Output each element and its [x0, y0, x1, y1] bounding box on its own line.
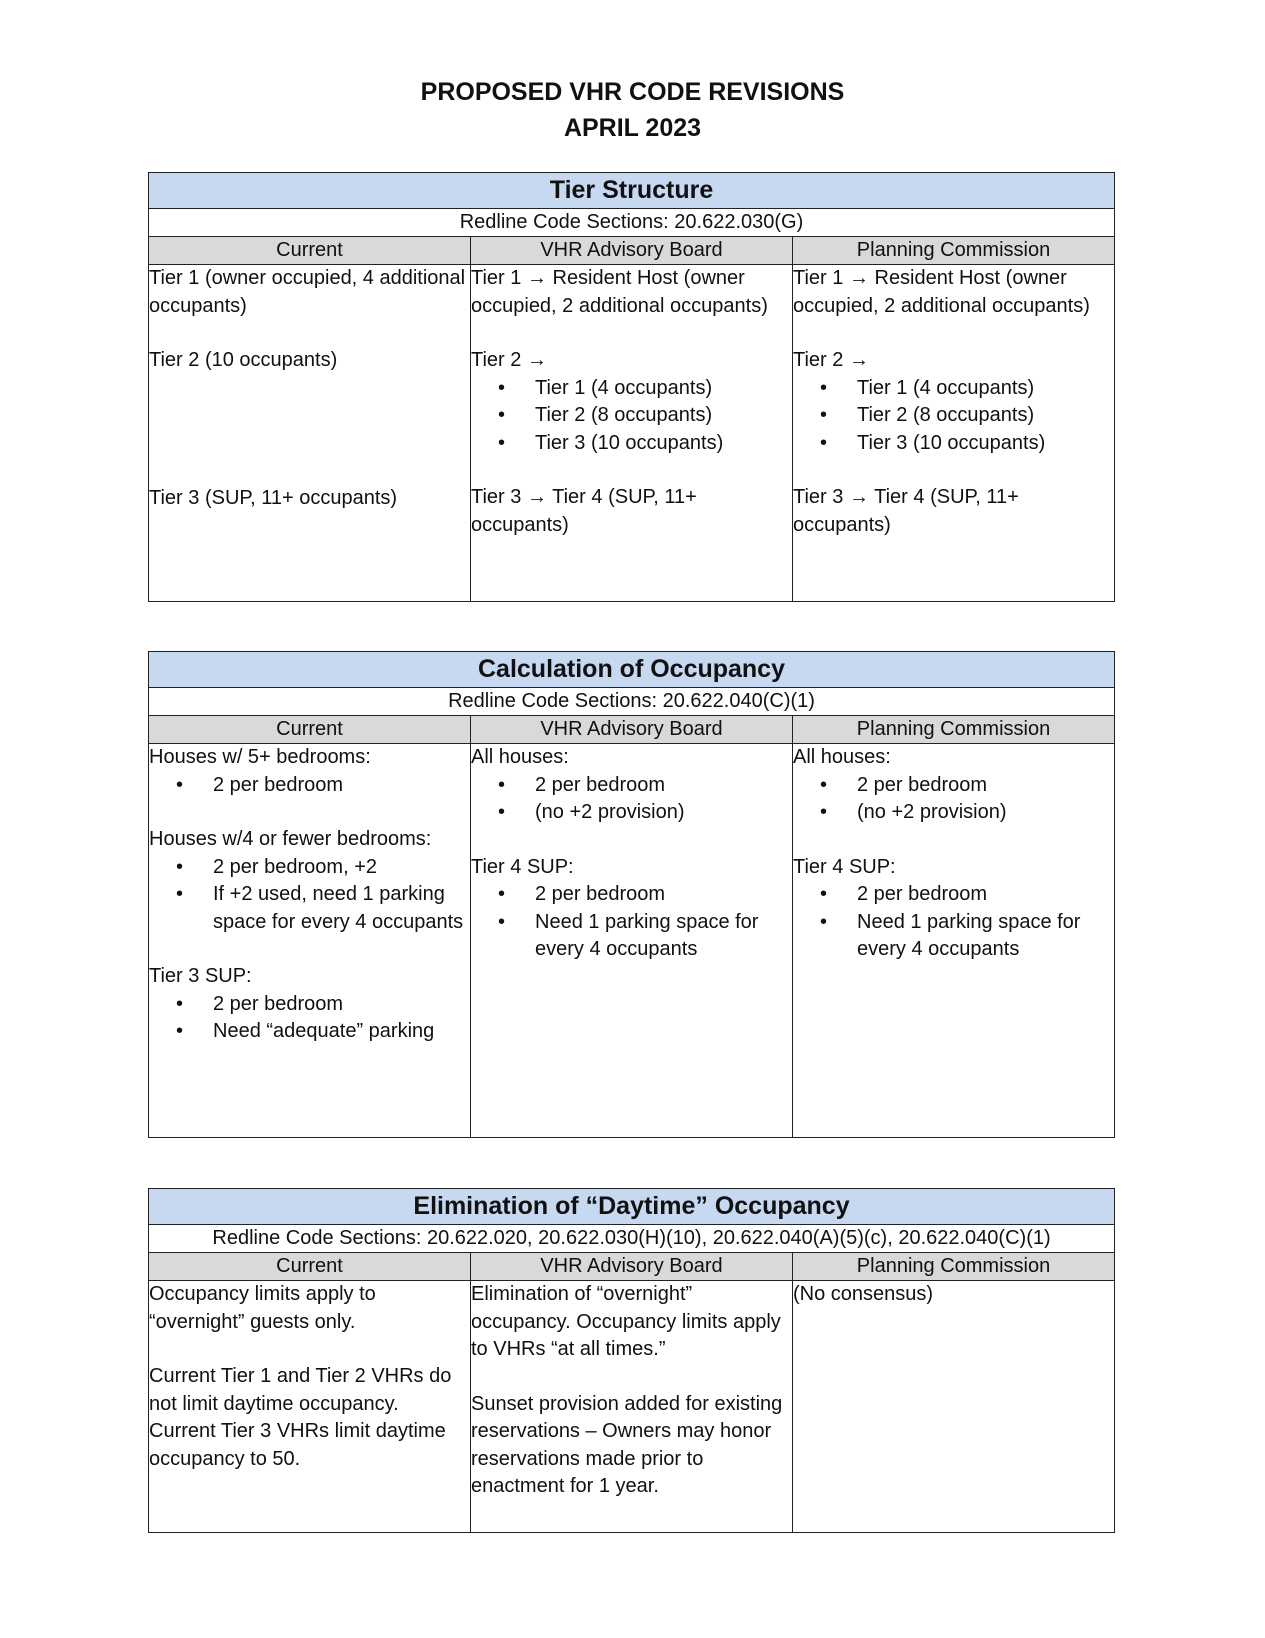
paragraph: (No consensus) [793, 1283, 934, 1305]
list-item: • Tier 2 (8 occupants) [535, 402, 792, 430]
paragraph: Current Tier 1 and Tier 2 VHRs do not limit daytime occupancy. Current Tier 3 VHRs limit daytime occupancy to 50. [149, 1365, 452, 1470]
tier-vhr-cell [471, 265, 793, 602]
bullet-list [149, 772, 470, 800]
paragraph: Occupancy limits apply to “overnight” guests only. [149, 1283, 376, 1333]
text-line: Tier 3 → Tier 4 (SUP, 11+ occupants) [793, 486, 1019, 536]
list-item: • Need “adequate” parking [213, 1018, 470, 1046]
bullet-list [793, 375, 1114, 458]
daytime-occupancy-table [148, 1188, 1115, 1533]
text-line: Tier 2 → [471, 349, 547, 371]
redline-code-sections: Redline Code Sections: 20.622.040(C)(1) [149, 688, 1115, 716]
bullet-list [149, 854, 470, 937]
text-line: Tier 1 → Resident Host (owner occupied, 2 additional occupants) [793, 267, 1090, 317]
text-line: Tier 3 SUP: [149, 965, 252, 987]
section-heading: Tier Structure [149, 173, 1115, 209]
list-item: • 2 per bedroom [213, 991, 470, 1019]
list-item: • Tier 3 (10 occupants) [857, 430, 1114, 458]
daytime-vhr-cell [471, 1281, 793, 1533]
text-line: Tier 1 (owner occupied, 4 additional occupants) [149, 267, 466, 317]
section-heading: Elimination of “Daytime” Occupancy [149, 1189, 1115, 1225]
bullet-list [793, 772, 1114, 827]
title-line-2: APRIL 2023 [563, 114, 702, 142]
text-line: All houses: [471, 746, 569, 768]
column-header-vhr-advisory-board: VHR Advisory Board [471, 237, 793, 265]
list-item: • Tier 1 (4 occupants) [857, 375, 1114, 403]
daytime-current-cell [149, 1281, 471, 1533]
bullet-list [471, 881, 792, 964]
paragraph: Sunset provision added for existing reservations – Owners may honor reservations made prior to enactment for 1 year. [471, 1392, 783, 1497]
list-item: • Tier 1 (4 occupants) [535, 375, 792, 403]
text-line: Tier 1 → Resident Host (owner occupied, 2 additional occupants) [471, 267, 768, 317]
column-header-vhr-advisory-board: VHR Advisory Board [471, 716, 793, 744]
text-line: Houses w/ 5+ bedrooms: [149, 746, 371, 768]
column-header-current: Current [149, 716, 471, 744]
text-line: Houses w/4 or fewer bedrooms: [149, 828, 432, 850]
document-title [0, 74, 1265, 146]
list-item: • 2 per bedroom [857, 772, 1114, 800]
list-item: • (no +2 provision) [535, 799, 792, 827]
list-item: • Tier 2 (8 occupants) [857, 402, 1114, 430]
column-header-planning-commission: Planning Commission [793, 716, 1115, 744]
bullet-list [149, 991, 470, 1046]
redline-code-sections: Redline Code Sections: 20.622.020, 20.622.030(H)(10), 20.622.040(A)(5)(c), 20.622.040(C)(1) [149, 1225, 1115, 1253]
text-line: Tier 3 → Tier 4 (SUP, 11+ occupants) [471, 486, 697, 536]
list-item: • 2 per bedroom, +2 [213, 854, 470, 882]
list-item: • (no +2 provision) [857, 799, 1114, 827]
tier-current-cell [149, 265, 471, 602]
daytime-pc-cell [793, 1281, 1115, 1533]
tier-structure-table [148, 172, 1115, 602]
redline-code-sections: Redline Code Sections: 20.622.030(G) [149, 209, 1115, 237]
list-item: • 2 per bedroom [535, 772, 792, 800]
section-heading: Calculation of Occupancy [149, 652, 1115, 688]
calculation-of-occupancy-table [148, 651, 1115, 1138]
calc-pc-cell [793, 744, 1115, 1138]
column-header-vhr-advisory-board: VHR Advisory Board [471, 1253, 793, 1281]
list-item: • If +2 used, need 1 parking space for every 4 occupants [213, 881, 470, 936]
bullet-list [471, 772, 792, 827]
calc-vhr-cell [471, 744, 793, 1138]
bullet-list [471, 375, 792, 458]
list-item: • 2 per bedroom [213, 772, 470, 800]
text-line: Tier 3 (SUP, 11+ occupants) [149, 486, 398, 509]
bullet-list [793, 881, 1114, 964]
list-item: • Need 1 parking space for every 4 occupants [535, 909, 792, 964]
list-item: • 2 per bedroom [535, 881, 792, 909]
list-item: • Tier 3 (10 occupants) [535, 430, 792, 458]
text-line: Tier 2 → [793, 349, 869, 371]
text-line: Tier 4 SUP: [471, 855, 574, 878]
text-line: Tier 2 (10 occupants) [149, 349, 338, 371]
title-line-1: PROPOSED VHR CODE REVISIONS [420, 78, 845, 106]
column-header-planning-commission: Planning Commission [793, 237, 1115, 265]
calc-current-cell [149, 744, 471, 1138]
column-header-planning-commission: Planning Commission [793, 1253, 1115, 1281]
text-line: All houses: [793, 746, 891, 768]
list-item: • Need 1 parking space for every 4 occupants [857, 909, 1114, 964]
paragraph: Elimination of “overnight” occupancy. Occupancy limits apply to VHRs “at all times.” [471, 1283, 781, 1360]
text-line: Tier 4 SUP: [793, 855, 896, 878]
tier-pc-cell [793, 265, 1115, 602]
column-header-current: Current [149, 1253, 471, 1281]
column-header-current: Current [149, 237, 471, 265]
list-item: • 2 per bedroom [857, 881, 1114, 909]
